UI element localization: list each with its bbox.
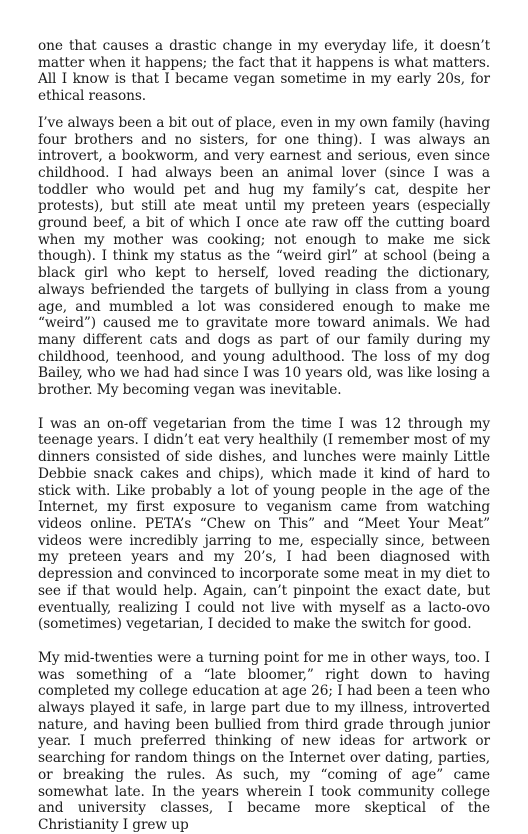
paragraph-4: My mid-twenties were a turning point for me in other ways, too. I was something of a “late bloomer,” right down to having completed my college education at age 26; I had been a teen who always played it safe, in large part due to my illness, introverted nature, and having been bullied from third grade through junior year. I much preferred thinking of new ideas for artwork or searching for random things on the Internet over dating, parties, or breaking the rules. As such, my “coming of age” came somewhat late. In the years wherein I took community college and university classes, I became more skeptical of the Christianity I grew up bbox=[38, 649, 490, 833]
paragraph-3: I was an on-off vegetarian from the time I was 12 through my teenage years. I didn’t eat very healthily (I remember most of my dinners consisted of side dishes, and lunches were mainly Little Debbie snack cakes and chips), which made it kind of hard to stick with. Like probably a lot of young people in the age of the Internet, my first exposure to veganism came from watching videos online. PETA’s “Chew on This” and “Meet Your Meat” videos were incredibly jarring to me, especially since, between my preteen years and my 20’s, I had been diagnosed with depression and convinced to incorporate some meat in my diet to see if that would help. Again, can’t pinpoint the exact date, but eventually, realizing I could not live with myself as a lacto-ovo (sometimes) vegetarian, I decided to make the switch for good. bbox=[38, 415, 490, 633]
paragraph-1: one that causes a drastic change in my everyday life, it doesn’t matter when it happens; the fact that it happens is what matters. All I know is that I became vegan sometime in my early 20s, for ethical reasons. bbox=[38, 38, 490, 105]
document-page bbox=[38, 38, 490, 834]
paragraph-2: I’ve always been a bit out of place, even in my own family (having four brothers and no sisters, for one thing). I was always an introvert, a bookworm, and very earnest and serious, even since childhood. I had always been an animal lover (since I was a toddler who would pet and hug my family’s cat, despite her protests), but still ate meat until my preteen years (especially ground beef, a bit of which I once ate raw off the cutting board when my mother was cooking; not enough to make me sick though). I think my status as the “weird girl” at school (being a black girl who kept to herself, loved reading the dictionary, always befriended the targets of bullying in class from a young age, and mumbled a lot was considered enough to make me “weird”) caused me to gravitate more toward animals. We had many different cats and dogs as part of our family during my childhood, teenhood, and young adulthood. The loss of my dog Bailey, who we had had since I was 10 years old, was like losing a brother. My becoming vegan was inevitable. bbox=[38, 114, 490, 399]
